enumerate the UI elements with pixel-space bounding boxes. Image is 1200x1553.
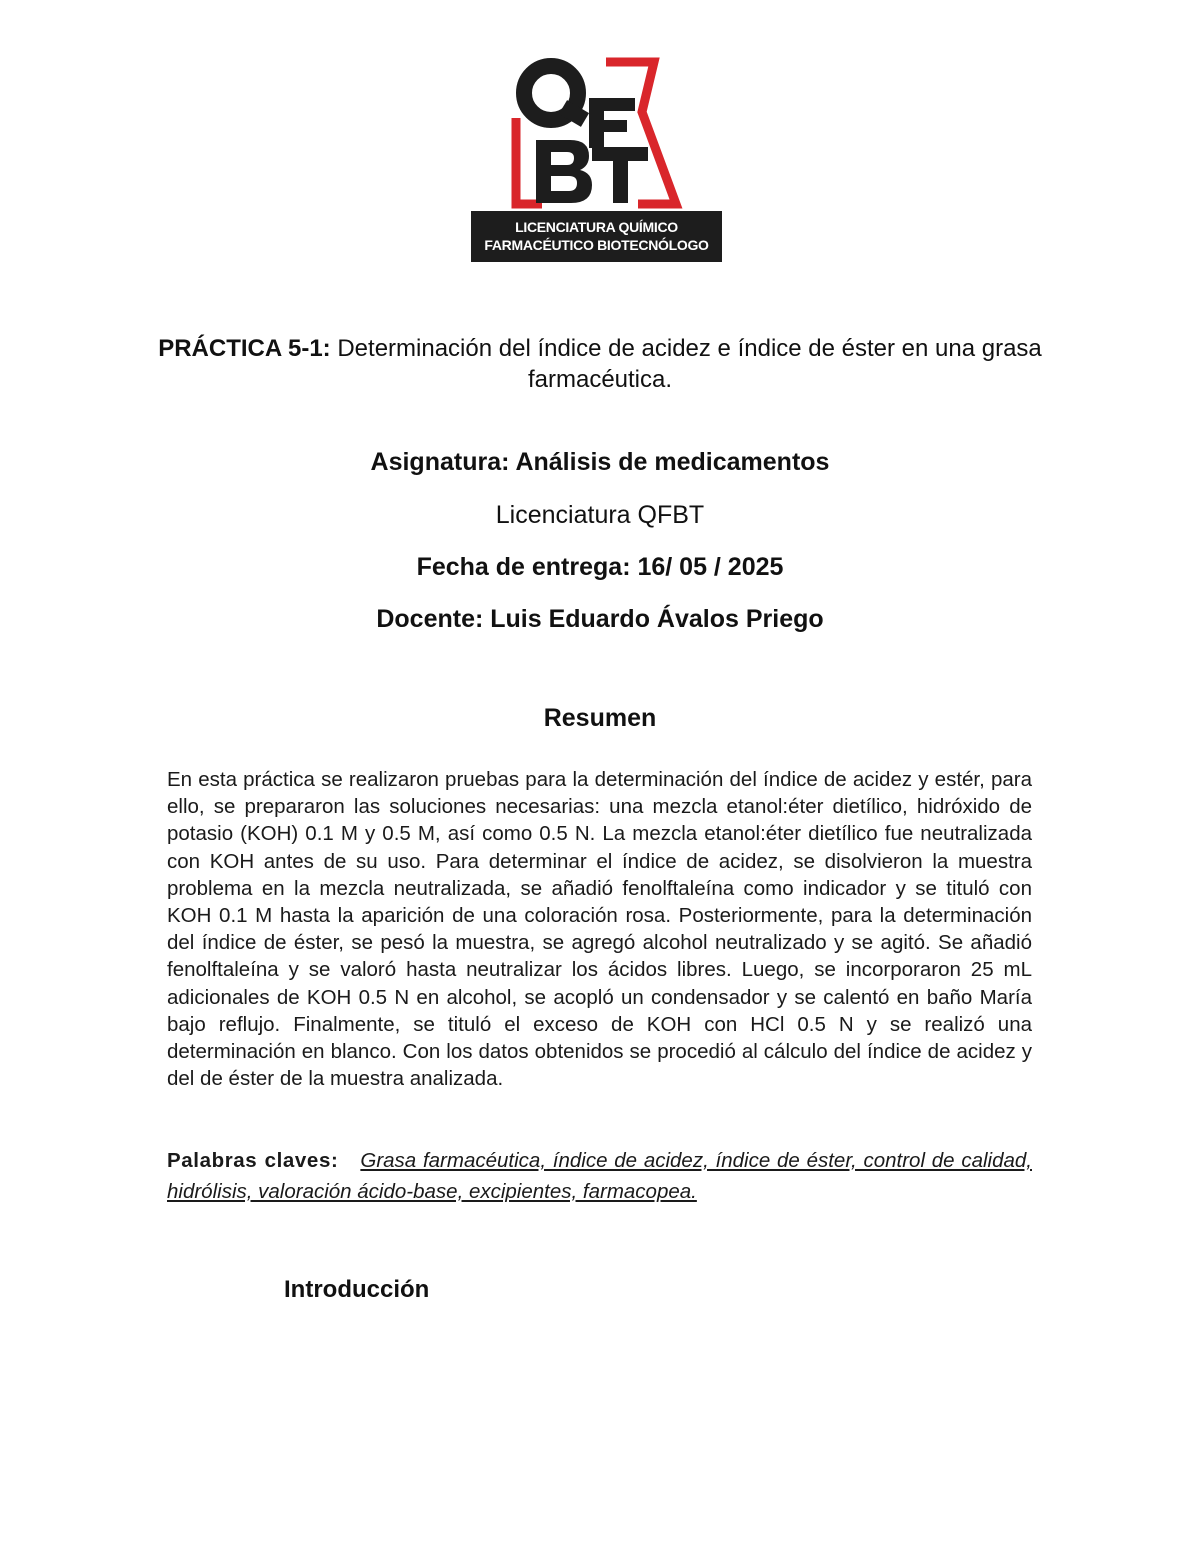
logo-band-line1: LICENCIATURA QUÍMICO — [515, 219, 678, 235]
practice-title-text: Determinación del índice de acidez e índice de éster en una grasa farmacéutica. — [337, 335, 1042, 393]
qfbt-logo — [468, 52, 724, 264]
practice-title — [100, 333, 1100, 395]
logo-letter-b — [536, 140, 592, 203]
course-name: Asignatura: Análisis de medicamentos — [370, 448, 830, 476]
logo-letter-t — [592, 147, 648, 203]
intro-heading: Introducción — [284, 1276, 430, 1303]
program-name: Licenciatura QFBT — [495, 501, 705, 529]
practice-label: PRÁCTICA 5-1: — [158, 335, 331, 362]
abstract-heading: Resumen — [543, 704, 657, 732]
logo-letter-f — [589, 98, 635, 148]
keywords-list: Grasa farmacéutica, índice de acidez, índice de éster, control de calidad, hidrólisis, valoración ácido-base, excipientes, farmacopea. — [167, 1149, 1032, 1203]
logo-band — [471, 211, 722, 262]
teacher-name: Docente: Luis Eduardo Ávalos Priego — [376, 605, 824, 633]
due-date: Fecha de entrega: 16/ 05 / 2025 — [416, 553, 784, 581]
keywords — [167, 1145, 1032, 1207]
abstract-body: En esta práctica se realizaron pruebas para la determinación del índice de acidez y estér, para ello, se prepararon las soluciones necesarias: una mezcla etanol:éter dietílico, hidróxido de potasio (KOH) 0.1 M y 0.5 M, así como 0.5 N. La mezcla etanol:éter dietílico fue neutralizada con KOH antes de su uso. Para determinar el índice de acidez, se disolvieron la muestra problema en la mezcla neutralizada, se añadió fenolftaleína como indicador y se tituló con KOH 0.1 M hasta la aparición de una coloración rosa. Posteriormente, para la determinación del índice de éster, se pesó la muestra, se agregó alcohol neutralizado y se agitó. Se añadió fenolftaleína y se valoró hasta neutralizar los ácidos libres. Luego, se incorporaron 25 mL adicionales de KOH 0.5 N en alcohol, se acopló un condensador y se calentó en baño María bajo reflujo. Finalmente, se tituló el exceso de KOH con HCl 0.5 N y se realizó una determinación en blanco. Con los datos obtenidos se procedió al cálculo del índice de acidez y del de éster de la muestra analizada. — [167, 768, 1032, 1091]
keywords-label: Palabras claves: — [167, 1149, 339, 1172]
logo-letter-q — [524, 66, 585, 120]
logo-band-line2: FARMACÉUTICO BIOTECNÓLOGO — [484, 237, 709, 253]
